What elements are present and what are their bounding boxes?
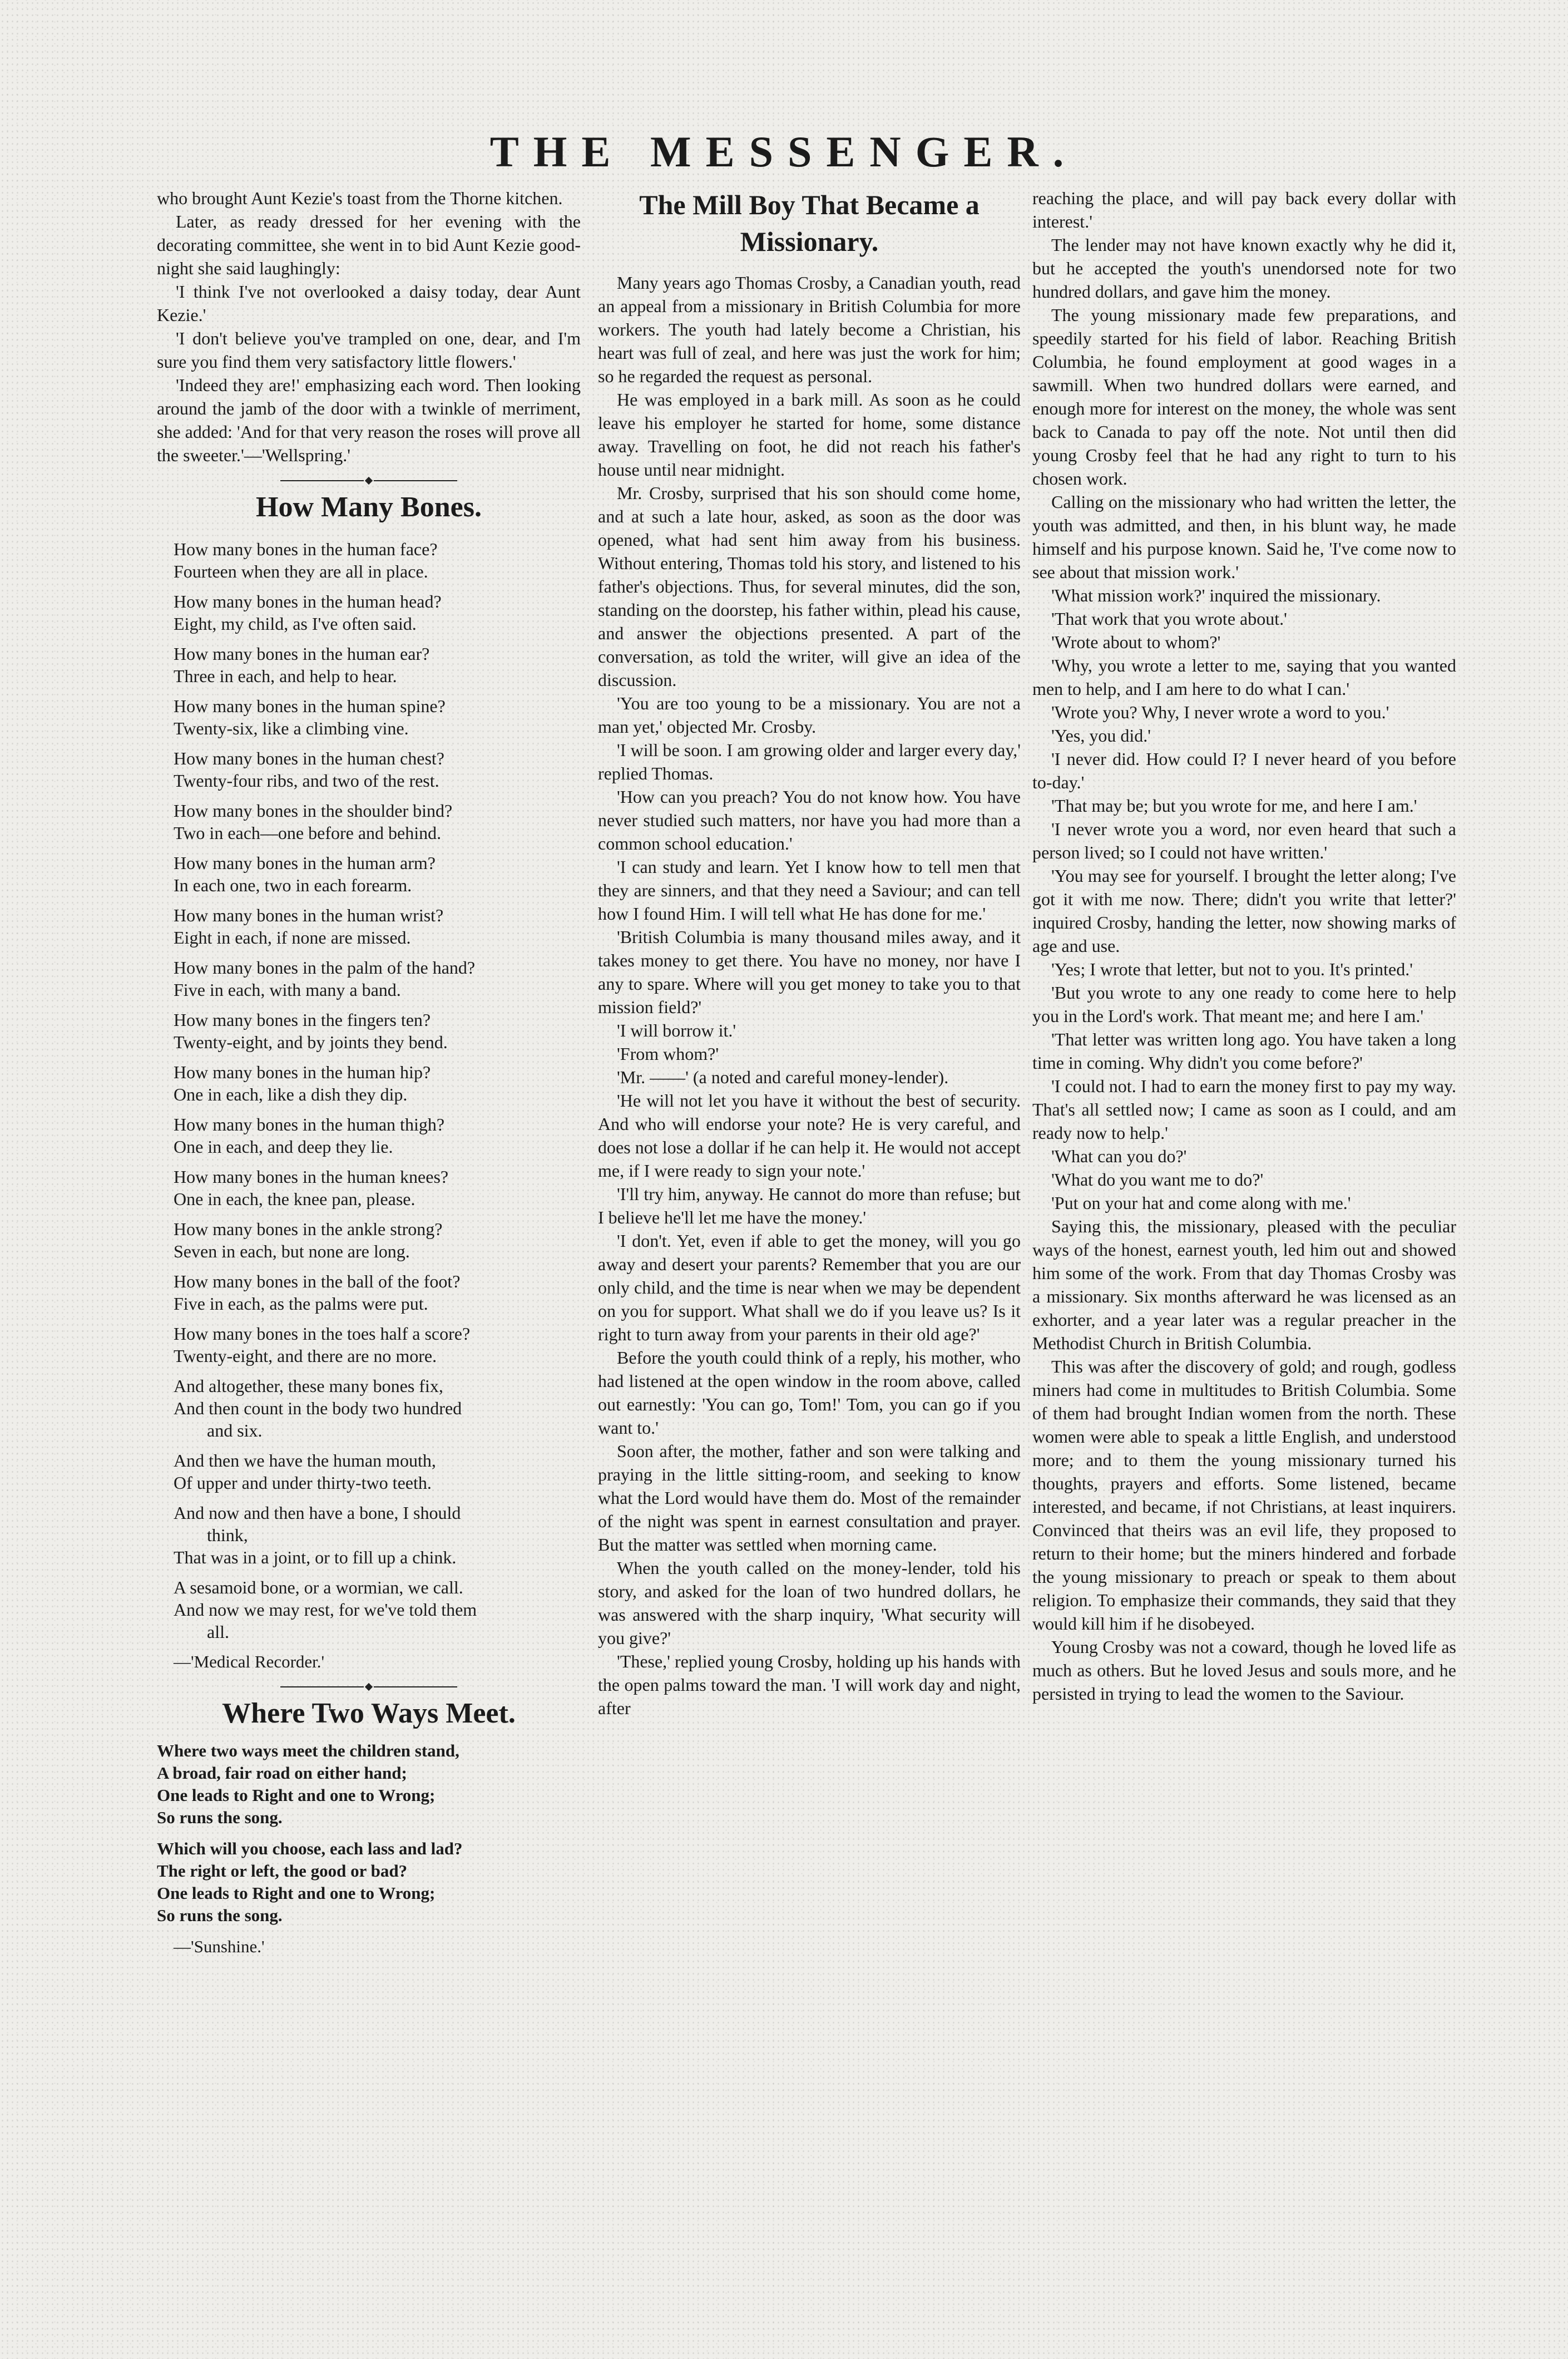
poem-line: think, xyxy=(207,1525,248,1545)
poem-how-many-bones xyxy=(157,538,581,1643)
poem-stanza xyxy=(157,695,581,739)
poem-line: How many bones in the human ear? xyxy=(174,644,430,664)
poem-line: Five in each, as the palms were put. xyxy=(174,1294,428,1314)
poem-line: Which will you choose, each lass and lad? xyxy=(157,1839,463,1858)
paragraph: 'I'll try him, anyway. He cannot do more than refuse; but I believe he'll let me have the money.' xyxy=(598,1184,1021,1227)
paragraph: Soon after, the mother, father and son were talking and praying in the little sitting-room, and seeking to know what the Lord would have them do. Most of the remainder of the night was spent in earnest consultation and prayer. But the matter was settled when morning came. xyxy=(598,1441,1021,1554)
section-divider xyxy=(157,476,581,483)
poem-line: How many bones in the palm of the hand? xyxy=(174,958,476,978)
poem-line: So runs the song. xyxy=(157,1808,283,1827)
poem-line: Five in each, with many a band. xyxy=(174,980,401,1000)
paragraph: 'British Columbia is many thousand miles away, and it takes money to get there. You have no money, nor have I any to spare. Where will you get money to take you to that mission field?' xyxy=(598,927,1021,1017)
paragraph: 'That work that you wrote about.' xyxy=(1051,609,1287,629)
paragraph: 'He will not let you have it without the best of security. And who will endorse your note? He is very careful, and does not lose a dollar if he can help it. He would not accept me, if I were ready to sign your note.' xyxy=(598,1090,1021,1181)
paragraph: 'That may be; but you wrote for me, and here I am.' xyxy=(1051,796,1417,816)
paragraph: 'How can you preach? You do not know how. You have never studied such matters, nor have you had more than a common school education.' xyxy=(598,787,1021,853)
poem-line: And now and then have a bone, I should xyxy=(174,1503,461,1523)
poem-stanza xyxy=(157,1838,581,1927)
poem-line: One in each, the knee pan, please. xyxy=(174,1189,416,1209)
poem-line: The right or left, the good or bad? xyxy=(157,1861,408,1881)
paragraph: The young missionary made few preparations, and speedily started for his field of labor. Reaching British Columbia, he found employment at good wages in a sawmill. When two hundred dollars were earned, and enough more for interest on the money, the whole was sent back to Canada to pay off the note. Not until then did young Crosby feel that he had any right to turn to his chosen work. xyxy=(1032,305,1456,488)
paragraph: 'Wrote you? Why, I never wrote a word to you.' xyxy=(1051,702,1389,722)
paragraph: 'I never wrote you a word, nor even heard that such a person lived; so I could not have written.' xyxy=(1032,819,1456,862)
poem-line: That was in a joint, or to fill up a chink. xyxy=(174,1547,457,1567)
poem-stanza xyxy=(157,1576,581,1643)
article-title-line-1: The Mill Boy That Became a xyxy=(639,189,980,220)
poem-stanza xyxy=(157,1740,581,1829)
poem-attribution: —'Sunshine.' xyxy=(174,1937,265,1956)
poem-line: How many bones in the human chest? xyxy=(174,748,444,768)
poem-stanza xyxy=(157,956,581,1001)
poem-line: One leads to Right and one to Wrong; xyxy=(157,1785,436,1805)
poem-where-two-ways-meet xyxy=(157,1740,581,1927)
poem-line: One in each, like a dish they dip. xyxy=(174,1084,408,1104)
poem-stanza xyxy=(157,538,581,583)
poem-line: How many bones in the human head? xyxy=(174,591,442,611)
poem-line: Seven in each, but none are long. xyxy=(174,1241,410,1261)
poem-stanza xyxy=(157,590,581,635)
poem-line: How many bones in the human arm? xyxy=(174,853,436,873)
poem-line: One in each, and deep they lie. xyxy=(174,1137,393,1157)
paragraph: He was employed in a bark mill. As soon as he could leave his employer he started for home, some distance away. Travelling on foot, he did not reach his father's house until near midnight. xyxy=(598,389,1021,480)
paragraph: reaching the place, and will pay back every dollar with interest.' xyxy=(1032,188,1456,231)
poem-line: How many bones in the fingers ten? xyxy=(174,1010,431,1030)
poem-line: Fourteen when they are all in place. xyxy=(174,561,428,581)
column-2 xyxy=(598,186,1021,1720)
paragraph: Young Crosby was not a coward, though he loved life as much as others. But he loved Jesus and souls more, and he persisted in trying to lead the women to the Saviour. xyxy=(1032,1637,1456,1704)
poem-line: Eight in each, if none are missed. xyxy=(174,927,411,947)
poem-stanza xyxy=(157,747,581,792)
masthead-title: THE MESSENGER. xyxy=(489,127,1079,176)
paragraph: 'Put on your hat and come along with me.' xyxy=(1051,1193,1351,1213)
paragraph: The lender may not have known exactly why he did it, but he accepted the youth's unendorsed note for two hundred dollars, and gave him the money. xyxy=(1032,235,1456,302)
poem-stanza xyxy=(157,800,581,844)
poem-line: So runs the song. xyxy=(157,1906,283,1925)
poem-line: How many bones in the human face? xyxy=(174,539,438,559)
poem-line: A sesamoid bone, or a wormian, we call. xyxy=(174,1577,463,1597)
poem-stanza xyxy=(157,1270,581,1315)
paragraph: Later, as ready dressed for her evening with the decorating committee, she went in to bid Aunt Kezie good-night she said laughingly: xyxy=(157,211,581,278)
paragraph: 'What mission work?' inquired the missionary. xyxy=(1051,585,1381,605)
poem-line: Eight, my child, as I've often said. xyxy=(174,614,417,634)
paragraph: Before the youth could think of a reply, his mother, who had listened at the open window in the room above, called out earnestly: 'You can go, Tom!' Tom, you can go if you want to.' xyxy=(598,1348,1021,1438)
paragraph: 'From whom?' xyxy=(617,1044,719,1064)
paragraph: 'I think I've not overlooked a daisy today, dear Aunt Kezie.' xyxy=(157,282,581,325)
poem-stanza xyxy=(157,1449,581,1494)
poem-line: How many bones in the ankle strong? xyxy=(174,1219,443,1239)
paragraph: 'Why, you wrote a letter to me, saying that you wanted men to help, and I am here to do what I can.' xyxy=(1032,655,1456,699)
poem-line: And altogether, these many bones fix, xyxy=(174,1376,443,1396)
poem-line: How many bones in the toes half a score? xyxy=(174,1324,471,1344)
paragraph: 'What can you do?' xyxy=(1051,1146,1187,1166)
poem-line: Of upper and under thirty-two teeth. xyxy=(174,1473,432,1493)
poem-stanza xyxy=(157,904,581,949)
paragraph: 'That letter was written long ago. You have taken a long time in coming. Why didn't you come before?' xyxy=(1032,1029,1456,1073)
poem-stanza xyxy=(157,852,581,896)
poem-attribution: —'Medical Recorder.' xyxy=(174,1652,325,1671)
paragraph: Saying this, the missionary, pleased with the peculiar ways of the honest, earnest youth, led him out and showed him some of the work. From that day Thomas Crosby was a missionary. Six months afterward he was licensed as an exhorter, and a year later was a regular preacher in the Methodist Church in British Columbia. xyxy=(1032,1216,1456,1353)
poem-line: How many bones in the human hip? xyxy=(174,1062,431,1082)
poem-stanza xyxy=(157,643,581,687)
poem-line: Twenty-four ribs, and two of the rest. xyxy=(174,771,439,791)
poem-line: How many bones in the human thigh? xyxy=(174,1114,445,1134)
poem-line: all. xyxy=(207,1622,229,1642)
paragraph: who brought Aunt Kezie's toast from the Thorne kitchen. xyxy=(157,188,563,208)
column-1 xyxy=(157,186,581,1958)
poem-line: and six. xyxy=(207,1420,263,1440)
poem-line: How many bones in the ball of the foot? xyxy=(174,1271,461,1291)
paragraph: Calling on the missionary who had written the letter, the youth was admitted, and then, in his blunt way, he made himself and his purpose known. Said he, 'I've come now to see about that mission work.' xyxy=(1032,492,1456,582)
article-body xyxy=(598,271,1021,1720)
poem-stanza xyxy=(157,1061,581,1106)
paragraph: 'I can study and learn. Yet I know how to tell men that they are sinners, and that they need a Saviour; and can tell how I found Him. I will tell what He has done for me.' xyxy=(598,857,1021,924)
poem-stanza xyxy=(157,1218,581,1262)
poem-line: And then we have the human mouth, xyxy=(174,1450,436,1470)
poem-line: Where two ways meet the children stand, xyxy=(157,1741,459,1760)
paragraph: This was after the discovery of gold; and rough, godless miners had come in multitudes to British Columbia. Some of them had brought Indian women from the north. These women were able to speak a little English, and understood more; and to them the young missionary turned his thoughts, prayers and efforts. Some listened, became interested, and became, if not Christians, at least inquirers. Convinced that theirs was an evil life, they proposed to return to their home; but the miners hindered and forbade the young missionary to preach or speak to them about religion. To emphasize their commands, they said that they would kill him if he disobeyed. xyxy=(1032,1356,1456,1633)
paragraph: 'I don't. Yet, even if able to get the money, will you go away and desert your parents? Remember that you are our only child, and the time is near when we may be dependent on you for support. What shall we do if you leave us? Is it right to turn away from your parents in their old age?' xyxy=(598,1231,1021,1344)
paragraph: When the youth called on the money-lender, told his story, and asked for the loan of two hundred dollars, he was answered with the sharp inquiry, 'What security will you give?' xyxy=(598,1558,1021,1648)
poem-stanza xyxy=(157,1375,581,1442)
poem-line: Twenty-eight, and there are no more. xyxy=(174,1346,437,1366)
poem-line: How many bones in the human spine? xyxy=(174,696,446,716)
paragraph: 'Mr. ——' (a noted and careful money-lender). xyxy=(617,1067,949,1087)
paragraph: 'But you wrote to any one ready to come here to help you in the Lord's work. That meant me; and here I am.' xyxy=(1032,983,1456,1026)
poem-stanza xyxy=(157,1113,581,1158)
poem-title-where-two-ways-meet: Where Two Ways Meet. xyxy=(222,1697,516,1729)
article-title-line-2: Missionary. xyxy=(740,226,879,257)
paragraph: 'Indeed they are!' emphasizing each word. Then looking around the jamb of the door with a twinkle of merriment, she added: 'And for that very reason the roses will prove all the sweeter.'—'Wellspring.' xyxy=(157,375,581,465)
poem-line: A broad, fair road on either hand; xyxy=(157,1763,407,1783)
poem-stanza xyxy=(157,1009,581,1053)
paragraph: 'What do you want me to do?' xyxy=(1051,1169,1264,1190)
paragraph: 'These,' replied young Crosby, holding up his hands with the open palms toward the man. 'I will work day and night, after xyxy=(598,1651,1021,1718)
poem-line: Three in each, and help to hear. xyxy=(174,666,397,686)
paragraph: 'Wrote about to whom?' xyxy=(1051,632,1221,652)
poem-stanza xyxy=(157,1166,581,1210)
poem-line: Twenty-eight, and by joints they bend. xyxy=(174,1032,448,1052)
poem-line: How many bones in the human knees? xyxy=(174,1167,449,1187)
poem-line: Two in each—one before and behind. xyxy=(174,823,442,843)
paragraph: 'You may see for yourself. I brought the letter along; I've got it with me now. There; didn't you write that letter?' inquired Crosby, handing the letter, now showing marks of age and use. xyxy=(1032,866,1456,956)
column-3 xyxy=(1032,186,1456,1705)
paragraph: 'I don't believe you've trampled on one, dear, and I'm sure you find them very satisfactory little flowers.' xyxy=(157,328,581,372)
poem-stanza xyxy=(157,1322,581,1367)
poem-stanza xyxy=(157,1502,581,1568)
poem-line: How many bones in the shoulder bind? xyxy=(174,801,453,821)
paragraph: Many years ago Thomas Crosby, a Canadian youth, read an appeal from a missionary in British Columbia for more workers. The youth had lately become a Christian, his heart was full of zeal, and here was just the work for him; so he regarded the request as personal. xyxy=(598,273,1021,386)
article-body-continued xyxy=(1032,186,1456,1705)
paragraph: 'I will be soon. I am growing older and larger every day,' replied Thomas. xyxy=(598,740,1021,783)
paragraph: Mr. Crosby, surprised that his son should come home, and at such a late hour, asked, as soon as the door was opened, what had sent him away from his business. Without entering, Thomas told his story, and listened to his father's objections. Thus, for several minutes, did the son, standing on the doorstep, his father within, plead his cause, and answer the objections presented. A part of the conversation, as told the writer, will give an idea of the discussion. xyxy=(598,483,1021,690)
poem-line: How many bones in the human wrist? xyxy=(174,905,444,925)
poem-line: One leads to Right and one to Wrong; xyxy=(157,1883,436,1903)
paragraph: 'I could not. I had to earn the money first to pay my way. That's all settled now; I came as soon as I could, and am ready now to help.' xyxy=(1032,1076,1456,1143)
paragraph: 'I never did. How could I? I never heard of you before to-day.' xyxy=(1032,749,1456,792)
paragraph: 'You are too young to be a missionary. You are not a man yet,' objected Mr. Crosby. xyxy=(598,693,1021,737)
section-divider xyxy=(157,1682,581,1690)
paragraph: 'Yes, you did.' xyxy=(1051,726,1151,746)
poem-title-how-many-bones: How Many Bones. xyxy=(256,491,482,523)
paragraph: 'Yes; I wrote that letter, but not to you. It's printed.' xyxy=(1051,959,1413,979)
poem-line: And then count in the body two hundred xyxy=(174,1398,462,1418)
poem-line: Twenty-six, like a climbing vine. xyxy=(174,718,409,738)
poem-line: And now we may rest, for we've told them xyxy=(174,1600,477,1620)
poem-line: In each one, two in each forearm. xyxy=(174,875,412,895)
paragraph: 'I will borrow it.' xyxy=(617,1020,736,1040)
